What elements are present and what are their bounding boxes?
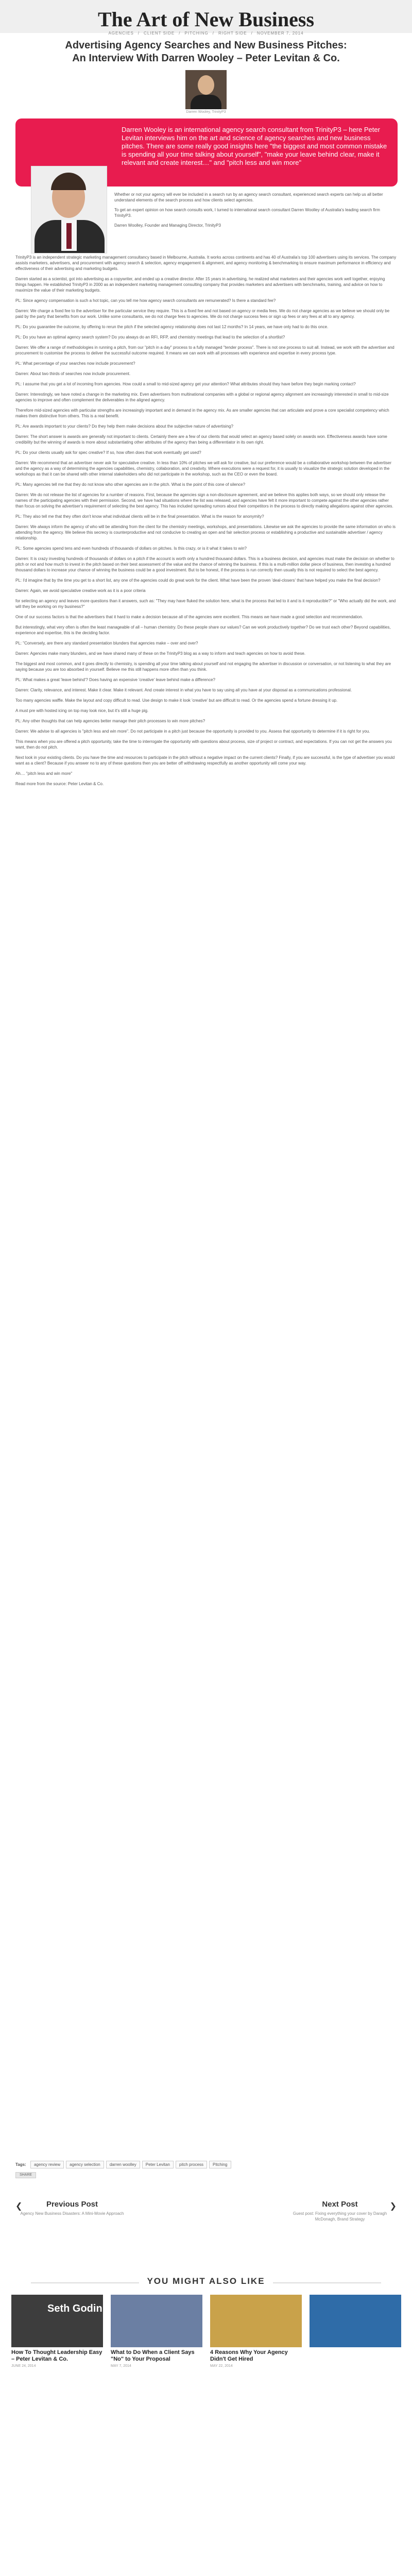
article-paragraph: Darren: We do not release the list of agencies for a number of reasons. First, because the agencies sign a non-disclosure agreement, and we believe this applies both ways, so we should only release the names of the participating agencies with their permission. Second, we have had situations where the list was released, and agencies have felt it more important to compete against the other agencies rather than focus on solving the advertiser's requirement of selecting the best agency. This has included spreading rumors about their competitors in the process to directly making allegations against other agencies. <box>15 493 393 509</box>
related-post-date: MAY 22, 2014 <box>210 2364 233 2368</box>
article-paragraph: Darren: We charge a fixed fee to the advertiser for the particular service they require. This is a fixed fee and not based on agency or media fees. We do not charge agencies as we believe we should only be paid by the party that benefits from our work. Unlike some consultants, we do not charge fees to agencies. We do not charge success fees or sign up fees or any fees at all to any agency. <box>15 309 390 319</box>
article-paragraph: Darren: It is crazy investing hundreds of thousands of dollars on a pitch if the account is worth only a hundred thousand dollars. This is a business decision, and agencies must make the decision on whether to pitch or not and how much to invest in the pitch based on their best assessment of the value and the chance of winning the business. If this is a multi-million dollar piece of business, then investing a hundred thousand dollars to increase your chance of winning the business could be a good investment. But to be honest, if the process is run correctly then usually this is not required to select the best agency. <box>15 556 394 572</box>
tag-link[interactable]: Pitching <box>209 2161 231 2168</box>
article-paragraph: Darren: We always inform the agency of who will be attending from the client for the chemistry meetings, workshops, and presentations. Likewise we ask the agencies to provide the same information on who is attending from the agency. We believe this secrecy is counterproductive and not conducive to creating an open and fair selection process or establishing a productive and sustainable advertiser / agency relationship. <box>15 524 396 540</box>
next-post-title: Guest post: Fixing everything your cover by Daragh McDonagh, Brand Strategy <box>293 2211 387 2222</box>
article-paragraph: PL: Do you guarantee the outcome, by offering to rerun the pitch if the selected agency relationship does not last 12 months? In 14 years, we have only had to do this once. <box>15 325 329 329</box>
meta-separator: / <box>179 31 181 36</box>
article-paragraph: Darren: We advise to all agencies is "pitch less and win more". Do not participate in a pitch just because the opportunity is provided to you. Assess that opportunity to determine if it is right for you. <box>15 729 370 734</box>
tag-link[interactable]: darren woolley <box>106 2161 140 2168</box>
tags-label: Tags: <box>15 2162 26 2167</box>
article-title-line2: An Interview With Darren Wooley – Peter Levitan & Co. <box>72 53 340 64</box>
related-posts <box>11 2295 401 2377</box>
next-post-heading: Next Post <box>322 2200 358 2209</box>
tag-link[interactable]: pitch process <box>176 2161 207 2168</box>
article-paragraph: Darren: We offer a range of methodologies in running a pitch, from our "pitch in a day" process to a fully managed "tender process". There is not one process to suit all. Instead, we work with the advertiser and procurement to customise the process to deliver the successful outcome required. It means we can work with all processes with experience and expertise in every process type. <box>15 345 394 355</box>
article-paragraph: PL: What makes a great 'leave behind'? Does having an expensive 'creative' leave behind make a difference? <box>15 677 215 682</box>
tag-link[interactable]: agency selection <box>66 2161 104 2168</box>
article-paragraph: TrinityP3 is an independent strategic marketing management consultancy based in Melbourne, Australia. It works across continents and has 40 of Australia's top 100 advertisers using its services. The company assists marketers, advertisers, and procurement with agency search & selection, agency engagement & alignment, and agency monitoring & benchmarking to ensure maximum performance in efficiency and effectiveness of their advertising and marketing budgets. <box>15 255 397 271</box>
article-title-line1: Advertising Agency Searches and New Business Pitches: <box>65 40 347 51</box>
side-paragraph: Whether or not your agency will ever be included in a search run by an agency search consultant, experienced search experts can help us all better understand elements of the search process and how clients select agencies. <box>114 192 383 202</box>
related-post-title[interactable]: What to Do When a Client Says "No" to Your Proposal <box>111 2349 195 2362</box>
tag-list <box>15 2161 397 2168</box>
article-paragraph: Too many agencies waffle. Make the layout and copy difficult to read. Use design to make it look 'creative' but are difficult to read. Or the agencies spend a fortune dressing it up. <box>15 698 338 703</box>
meta-separator: / <box>251 31 253 36</box>
callout-text: Darren Wooley is an international agency search consultant from TrinityP3 – here Peter Levitan interviews him on the art and science of agency searches and new business pitches. There are some really good insights here "the biggest and most common mistake is spending all your time talking about yourself", "make your leave behind clear, make it relevant and create interest…" and "pitch less and win more" <box>122 126 387 166</box>
article-paragraph: Ah.... "pitch less and win more" <box>15 771 73 776</box>
article-paragraph: Next look in your existing clients. Do you have the time and resources to participate in the pitch without a negative impact on the current clients? Finally, if you are successful, is the type of advertiser you would want as a client? Because if you answer no to any of these questions then you are better off withdrawing respectfully as another opportunity will come your way. <box>15 755 395 766</box>
arrow-left-icon: ❮ <box>15 2202 23 2211</box>
thumbnail-caption: Seth Godin <box>47 2303 102 2314</box>
site-title[interactable]: The Art of New Business <box>97 8 315 31</box>
meta-item[interactable]: RIGHT SIDE <box>218 31 247 36</box>
article-paragraph: PL: Are awards important to your clients? Do they help them make decisions about the subjective nature of advertising? <box>15 424 233 429</box>
article-paragraph: Read more from the source: Peter Levitan & Co. <box>15 782 104 786</box>
article-paragraph: PL: I'd imagine that by the time you get to a short list, any one of the agencies could do great work for the client. What have been the proven 'deal-closers' that have helped you make the final decision? <box>15 578 381 583</box>
related-post-card[interactable] <box>111 2295 202 2368</box>
article-paragraph: PL: Some agencies spend tens and even hundreds of thousands of dollars on pitches. Is this crazy, or is it what it takes to win? <box>15 546 247 551</box>
arrow-right-icon: ❯ <box>389 2202 397 2211</box>
article-paragraph: PL: Many agencies tell me that they do not know who other agencies are in the pitch. What is the point of this cone of silence? <box>15 482 246 487</box>
previous-post-link[interactable] <box>15 2200 129 2216</box>
article-paragraph: PL: They also tell me that they often don't know what individual clients will be in the final presentation. What is the reason for anonymity? <box>15 514 264 519</box>
article-paragraph: PL: I assume that you get a lot of incoming from agencies. How could a small to mid-sized agency get your attention? What attributes should they have before they begin marking contact? <box>15 382 356 386</box>
related-post-date: JUNE 24, 2014 <box>11 2364 36 2368</box>
share-button[interactable]: SHARE <box>15 2172 36 2178</box>
related-post-thumbnail[interactable] <box>111 2295 202 2347</box>
related-post-card[interactable] <box>210 2295 302 2368</box>
intro-side-text <box>114 192 392 232</box>
article-paragraph: PL: Since agency compensation is such a hot topic, can you tell me how agency search consultants are remunerated? Is there a standard fee? <box>15 298 276 303</box>
post-navigation <box>15 2200 397 2236</box>
next-post-link[interactable] <box>283 2200 397 2222</box>
previous-post-title: Agency New Business Disasters: A Mini-Movie Approach <box>20 2211 124 2216</box>
meta-item: NOVEMBER 7, 2014 <box>256 31 304 36</box>
previous-post-heading: Previous Post <box>46 2200 98 2209</box>
article-paragraph: This means when you are offered a pitch opportunity, take the time to interrogate the opportunity with questions about process, size of project or contract, and expectations. If you can not get the answers you want, then do not pitch. <box>15 739 392 750</box>
tag-link[interactable]: Peter Levitan <box>142 2161 174 2168</box>
article-paragraph: PL: "Conversely, are there any standard presentation blunders that agencies make – over and over? <box>15 641 198 646</box>
article-paragraph: The biggest and most common, and it goes directly to chemistry, is spending all your time talking about yourself and not engaging the advertiser in discussion or conversation, or not listening to what they are saying because you are too absorbed in yourself. Believe me this still happens more often than you think. <box>15 662 391 672</box>
article-paragraph: Darren: About two thirds of searches now include procurement. <box>15 371 131 376</box>
related-post-title[interactable]: How To Thought Leadership Easy – Peter Levitan & Co. <box>11 2349 102 2362</box>
article-paragraph: Darren: The short answer is awards are generally not important to clients. Certainly there are a few of our clients that would select an agency based solely on awards won. Effectiveness awards have some credibility but the winning of awards is more about substantiating other attributes of the agency than being a differentiator in its own right. <box>15 434 387 445</box>
article-paragraph: One of our success factors is that the advertisers that it hard to make a decision because all of the agencies were excellent. This means we have made a good selection and recommendation. <box>15 615 363 619</box>
article-title <box>15 39 397 65</box>
meta-item[interactable]: CLIENT SIDE <box>144 31 175 36</box>
side-paragraph: To get an expert opinion on how search consults work, I turned to international search consultant Darren Woolley of Australia's leading search firm TrinityP3. <box>114 208 380 218</box>
article-paragraph: Darren started as a scientist, got into advertising as a copywriter, and ended up a creative director. After 15 years in advertising, he realized what marketers and their agencies work well together, enjoying things happen. He established TrinityP3 in 2000 as an independent marketing management consulting company that provides marketers and advertisers with benchmarks, training, and advice on how to maximize the value of their marketing budgets. <box>15 277 385 293</box>
tag-link[interactable]: agency review <box>30 2161 64 2168</box>
post-meta <box>0 31 412 36</box>
divider <box>273 2282 381 2283</box>
meta-separator: / <box>138 31 140 36</box>
meta-item[interactable]: AGENCIES <box>108 31 134 36</box>
related-post-date: MAY 7, 2014 <box>111 2364 131 2368</box>
article-paragraph: Darren: We recommend that an advertiser never ask for speculative creative. In less than 10% of pitches we will ask for creative, but our preference would be a collaborative workshop between the advertiser and the agency as a way of determining the agencies capabilities, chemistry, collaboration, and creativity. Where executions were a request for, it is usually to visualize the strategic solution developed in the workshops as that it can be shared with other internal stakeholders who did not participate in the workshop, such as the CEO or even the board. <box>15 461 391 477</box>
article-paragraph: Darren: Agencies make many blunders, and we have shared many of these on the TrinityP3 blog as a way to inform and teach agencies on how to avoid these. <box>15 651 305 656</box>
author-caption: Darren Wooley, TrinityP3 <box>186 110 226 114</box>
article-paragraph: PL: What percentage of your searches now include procurement? <box>15 361 135 366</box>
related-post-card[interactable] <box>310 2295 401 2349</box>
meta-item[interactable]: PITCHING <box>184 31 209 36</box>
article-body <box>15 255 397 791</box>
also-like-heading: YOU MIGHT ALSO LIKE <box>147 2276 265 2286</box>
article-paragraph: PL: Do your clients usually ask for spec creative? If so, how often does that work eventually get used? <box>15 450 201 455</box>
article-paragraph: Therefore mid-sized agencies with particular strengths are increasingly important and in demand in the agency mix. As are smaller agencies that can articulate and prove a core specialist competency which makes them distinctive from others. This is a real benefit. <box>15 408 389 418</box>
related-post-title[interactable]: 4 Reasons Why Your Agency Didn't Get Hired <box>210 2349 288 2362</box>
meta-separator: / <box>212 31 214 36</box>
article-paragraph: Darren: Again, we avoid speculative creative work as it is a poor criteria <box>15 588 146 593</box>
article-paragraph: But interestingly, what very often is often the least manageable of all – human chemistry. Do these people share our values? Can we work productively together? Do we trust each other? Beyond capabilities, experience and expertise, this is the deciding factor. <box>15 625 391 635</box>
article-paragraph: A must pre with hosted icing on top may look nice, but it's still a huge pig. <box>15 708 149 713</box>
article-paragraph: PL: Do you have an optimal agency search system? Do you always do an RFI, RFP, and chemistry meetings that lead to the selection of a shortlist? <box>15 335 285 340</box>
related-post-thumbnail[interactable] <box>310 2295 401 2347</box>
related-post-thumbnail[interactable] <box>210 2295 302 2347</box>
article-paragraph: for selecting an agency and leaves more questions than it answers, such as: "They may have fluked the solution here, what is the process that led to it and is it reproducible?" or "Who actually did the work, and will they be working on my business?" <box>15 599 396 609</box>
related-post-card[interactable] <box>11 2295 103 2368</box>
side-paragraph: Darren Woolley, Founder and Managing Director, TrinityP3 <box>114 223 221 228</box>
darren-portrait <box>31 166 107 253</box>
author-photo <box>185 70 227 109</box>
article-paragraph: PL: Any other thoughts that can help agencies better manage their pitch processes to win more pitches? <box>15 719 205 723</box>
article-paragraph: Darren: Interestingly, we have noted a change in the marketing mix. Even advertisers from multinational companies with a global or regional agency alignment are increasingly interested in small to mid-size agencies to improve and often complement the deliverables in the aligned agency. <box>15 392 389 402</box>
related-post-thumbnail[interactable] <box>11 2295 103 2347</box>
article-paragraph: Darren: Clarity, relevance, and interest. Make it clear. Make it relevant. And create interest in what you have to say using all you have at your disposal as a communications professional. <box>15 688 352 692</box>
